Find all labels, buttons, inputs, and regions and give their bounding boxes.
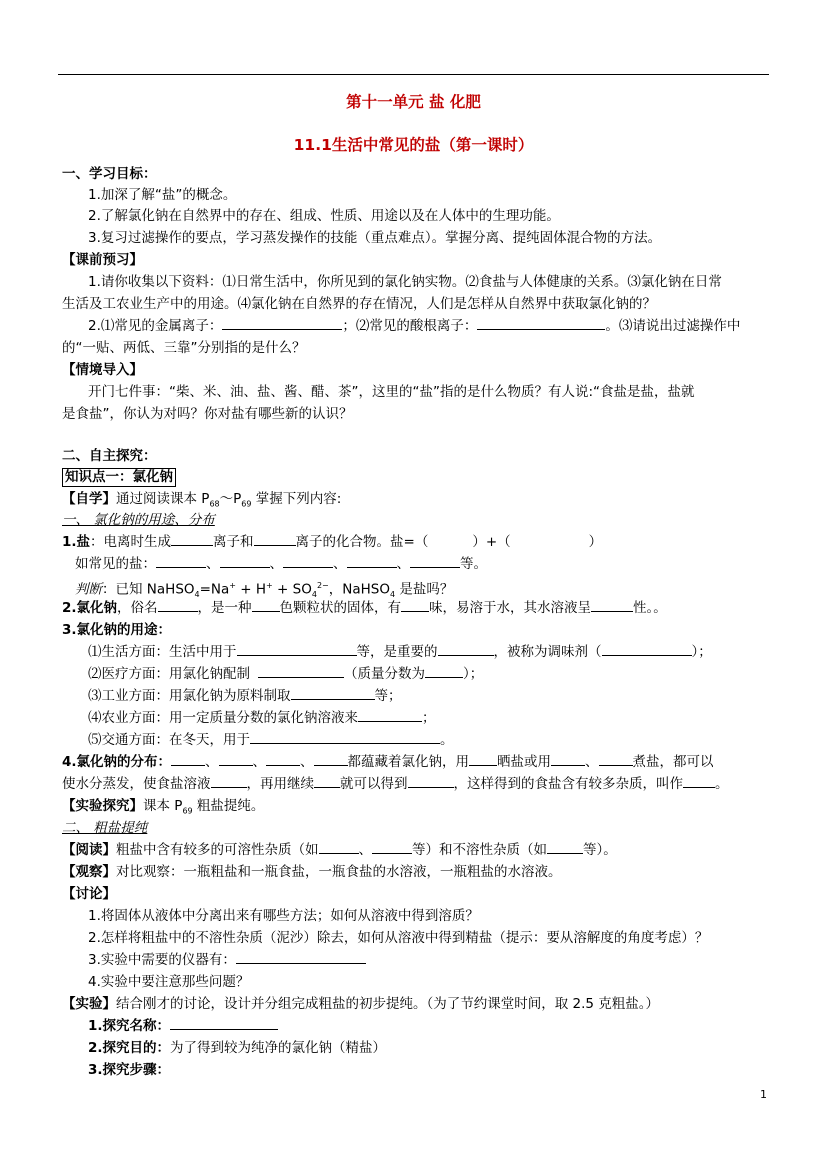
blank[interactable] [469,752,497,766]
section-2-heading: 二、自主探究： [62,448,157,464]
q3-heading: 3.氯化钠的用途： [62,622,172,638]
explore-name: 1.探究名称： [88,1016,278,1036]
discuss-4: 4.实验中要注意那些问题？ [88,974,250,990]
blank[interactable] [683,774,715,788]
q1-line-2: 如常见的盐： 、 、 、 、 等。 [75,556,487,572]
unit-title: 第十一单元 盐 化肥 [346,93,481,111]
explore-purpose: 2.探究目的：为了得到较为纯净的氯化钠（精盐） [88,1040,387,1056]
use-5: ⑸交通方面：在冬天，用于 。 [88,732,454,748]
blank[interactable] [220,554,270,568]
blank[interactable] [254,532,296,546]
blank[interactable] [237,642,357,656]
intro-1: 开门七件事：“柴、米、油、盐、酱、醋、茶”，这里的“盐”指的是什么物质？有人说:“食盐是盐，盐就 [88,384,695,400]
blank[interactable] [171,752,205,766]
intro-2: 是食盐”，你认为对吗？你对盐有哪些新的认识？ [62,406,353,422]
use-3: ⑶工业方面：用氯化钠为原料制取 等； [88,688,402,704]
blank[interactable] [347,554,397,568]
blank[interactable] [599,752,633,766]
goal-1: 1.加深了解“盐”的概念。 [88,187,237,203]
top-rule [58,74,769,75]
judge-line: 判断：已知 NaHSO$_4$=Na+ + $H^+ + SO_4^{2-}$，NaHSO$_4$ 是盐吗？ [75,581,454,600]
discuss-3: 3.实验中需要的仪器有： [88,950,366,970]
observe-line: 【观察】对比观察：一瓶粗盐和一瓶食盐，一瓶食盐的水溶液，一瓶粗盐的水溶液。 [62,864,562,880]
blank[interactable] [319,840,359,854]
blank[interactable] [358,708,422,722]
knowledge-point-1: 知识点一：氯化钠 [62,467,176,487]
preview-1b: 生活及工农业生产中的用途。⑷氯化钠在自然界的存在情况，人们是怎样从自然界中获取氯化钠的？ [62,296,656,312]
blank[interactable] [252,598,280,612]
blank[interactable] [477,316,605,330]
intro-heading: 【情境导入】 [62,362,143,378]
q4-line-1: 4.氯化钠的分布： 、 、 、 都蕴藏着氯化钠，用 晒盐或用 、 煮盐，都可以 [62,754,714,770]
blank[interactable] [158,598,198,612]
q2-line: 2.氯化钠，俗名 ，是一种 色颗粒状的固体，有 味，易溶于水，其水溶液呈 性。。 [62,600,667,616]
blank[interactable] [250,730,440,744]
blank[interactable] [222,316,342,330]
goal-3: 3.复习过滤操作的要点，学习蒸发操作的技能（重点难点）。掌握分离、提纯固体混合物的方法。 [88,230,662,246]
section-1-heading: 一、学习目标： [62,166,157,182]
preview-2b: 的“一贴、两低、三靠”分别指的是什么？ [62,340,306,356]
q1-line-1: 1.盐：电离时生成 离子和 离子的化合物。盐=（ ）+（ ） [62,534,603,550]
blank[interactable] [314,752,348,766]
blank[interactable] [170,1016,278,1030]
read-line: 【阅读】粗盐中含有较多的可溶性杂质（如 、 等）和不溶性杂质（如 等）。 [62,842,617,858]
blank[interactable] [372,840,412,854]
discuss-2: 2.怎样将粗盐中的不溶性杂质（泥沙）除去，如何从溶液中得到精盐（提示：要从溶解度的角度考虑）？ [88,930,709,946]
blank[interactable] [283,554,333,568]
subsection-1: 一、 氯化钠的用途、分布 [62,512,215,528]
blank[interactable] [211,774,247,788]
goal-2: 2.了解氯化钠在自然界中的存在、组成、性质、用途以及在人体中的生理功能。 [88,208,560,224]
subsection-2: 二、 粗盐提纯 [62,820,148,836]
lesson-title: 11.1生活中常见的盐（第一课时） [293,136,534,154]
blank[interactable] [171,532,213,546]
blank[interactable] [410,554,460,568]
lab-line: 【实验】结合刚才的讨论，设计并分组完成粗盐的初步提纯。（为了节约课堂时间，取 2.5 克粗盐。） [62,996,660,1012]
blank[interactable] [408,774,454,788]
blank[interactable] [236,950,366,964]
q4-line-2: 使水分蒸发，使食盐溶液 ，再用继续 就可以得到 ，这样得到的食盐含有较多杂质，叫作 。 [62,776,729,792]
use-2: ⑵医疗方面：用氯化钠配制 （质量分数为 ）； [88,666,484,682]
blank[interactable] [156,554,206,568]
blank[interactable] [425,664,463,678]
preview-2a: 2.⑴常见的金属离子： ；⑵常见的酸根离子： 。⑶请说出过滤操作中 [88,318,741,334]
explore-steps: 3.探究步骤： [88,1062,171,1078]
self-study: 【自学】通过阅读课本 $P_{68}\sim P_{69}$ 掌握下列内容: [62,491,342,509]
blank[interactable] [219,752,253,766]
blank[interactable] [314,774,340,788]
blank[interactable] [291,686,375,700]
use-4: ⑷农业方面：用一定质量分数的氯化钠溶液来 ； [88,710,436,726]
blank[interactable] [602,642,692,656]
preview-heading: 【课前预习】 [62,252,143,268]
blank[interactable] [438,642,494,656]
discuss-heading: 【讨论】 [62,886,116,902]
experiment-inquiry: 【实验探究】课本 $P_{69}$ 粗盐提纯。 [62,798,265,816]
blank[interactable] [266,752,300,766]
blank[interactable] [547,840,583,854]
discuss-1: 1.将固体从液体中分离出来有哪些方法；如何从溶液中得到溶质？ [88,908,479,924]
blank[interactable] [591,598,633,612]
preview-1a: 1.请你收集以下资料：⑴日常生活中，你所见到的氯化钠实物。⑵食盐与人体健康的关系。⑶氯化钠在日常 [88,274,722,290]
blank[interactable] [551,752,585,766]
blank[interactable] [258,664,344,678]
blank[interactable] [401,598,429,612]
page-number: 1 [760,1088,767,1101]
use-1: ⑴生活方面：生活中用于 等，是重要的 ，被称为调味剂（ ）； [88,644,712,660]
